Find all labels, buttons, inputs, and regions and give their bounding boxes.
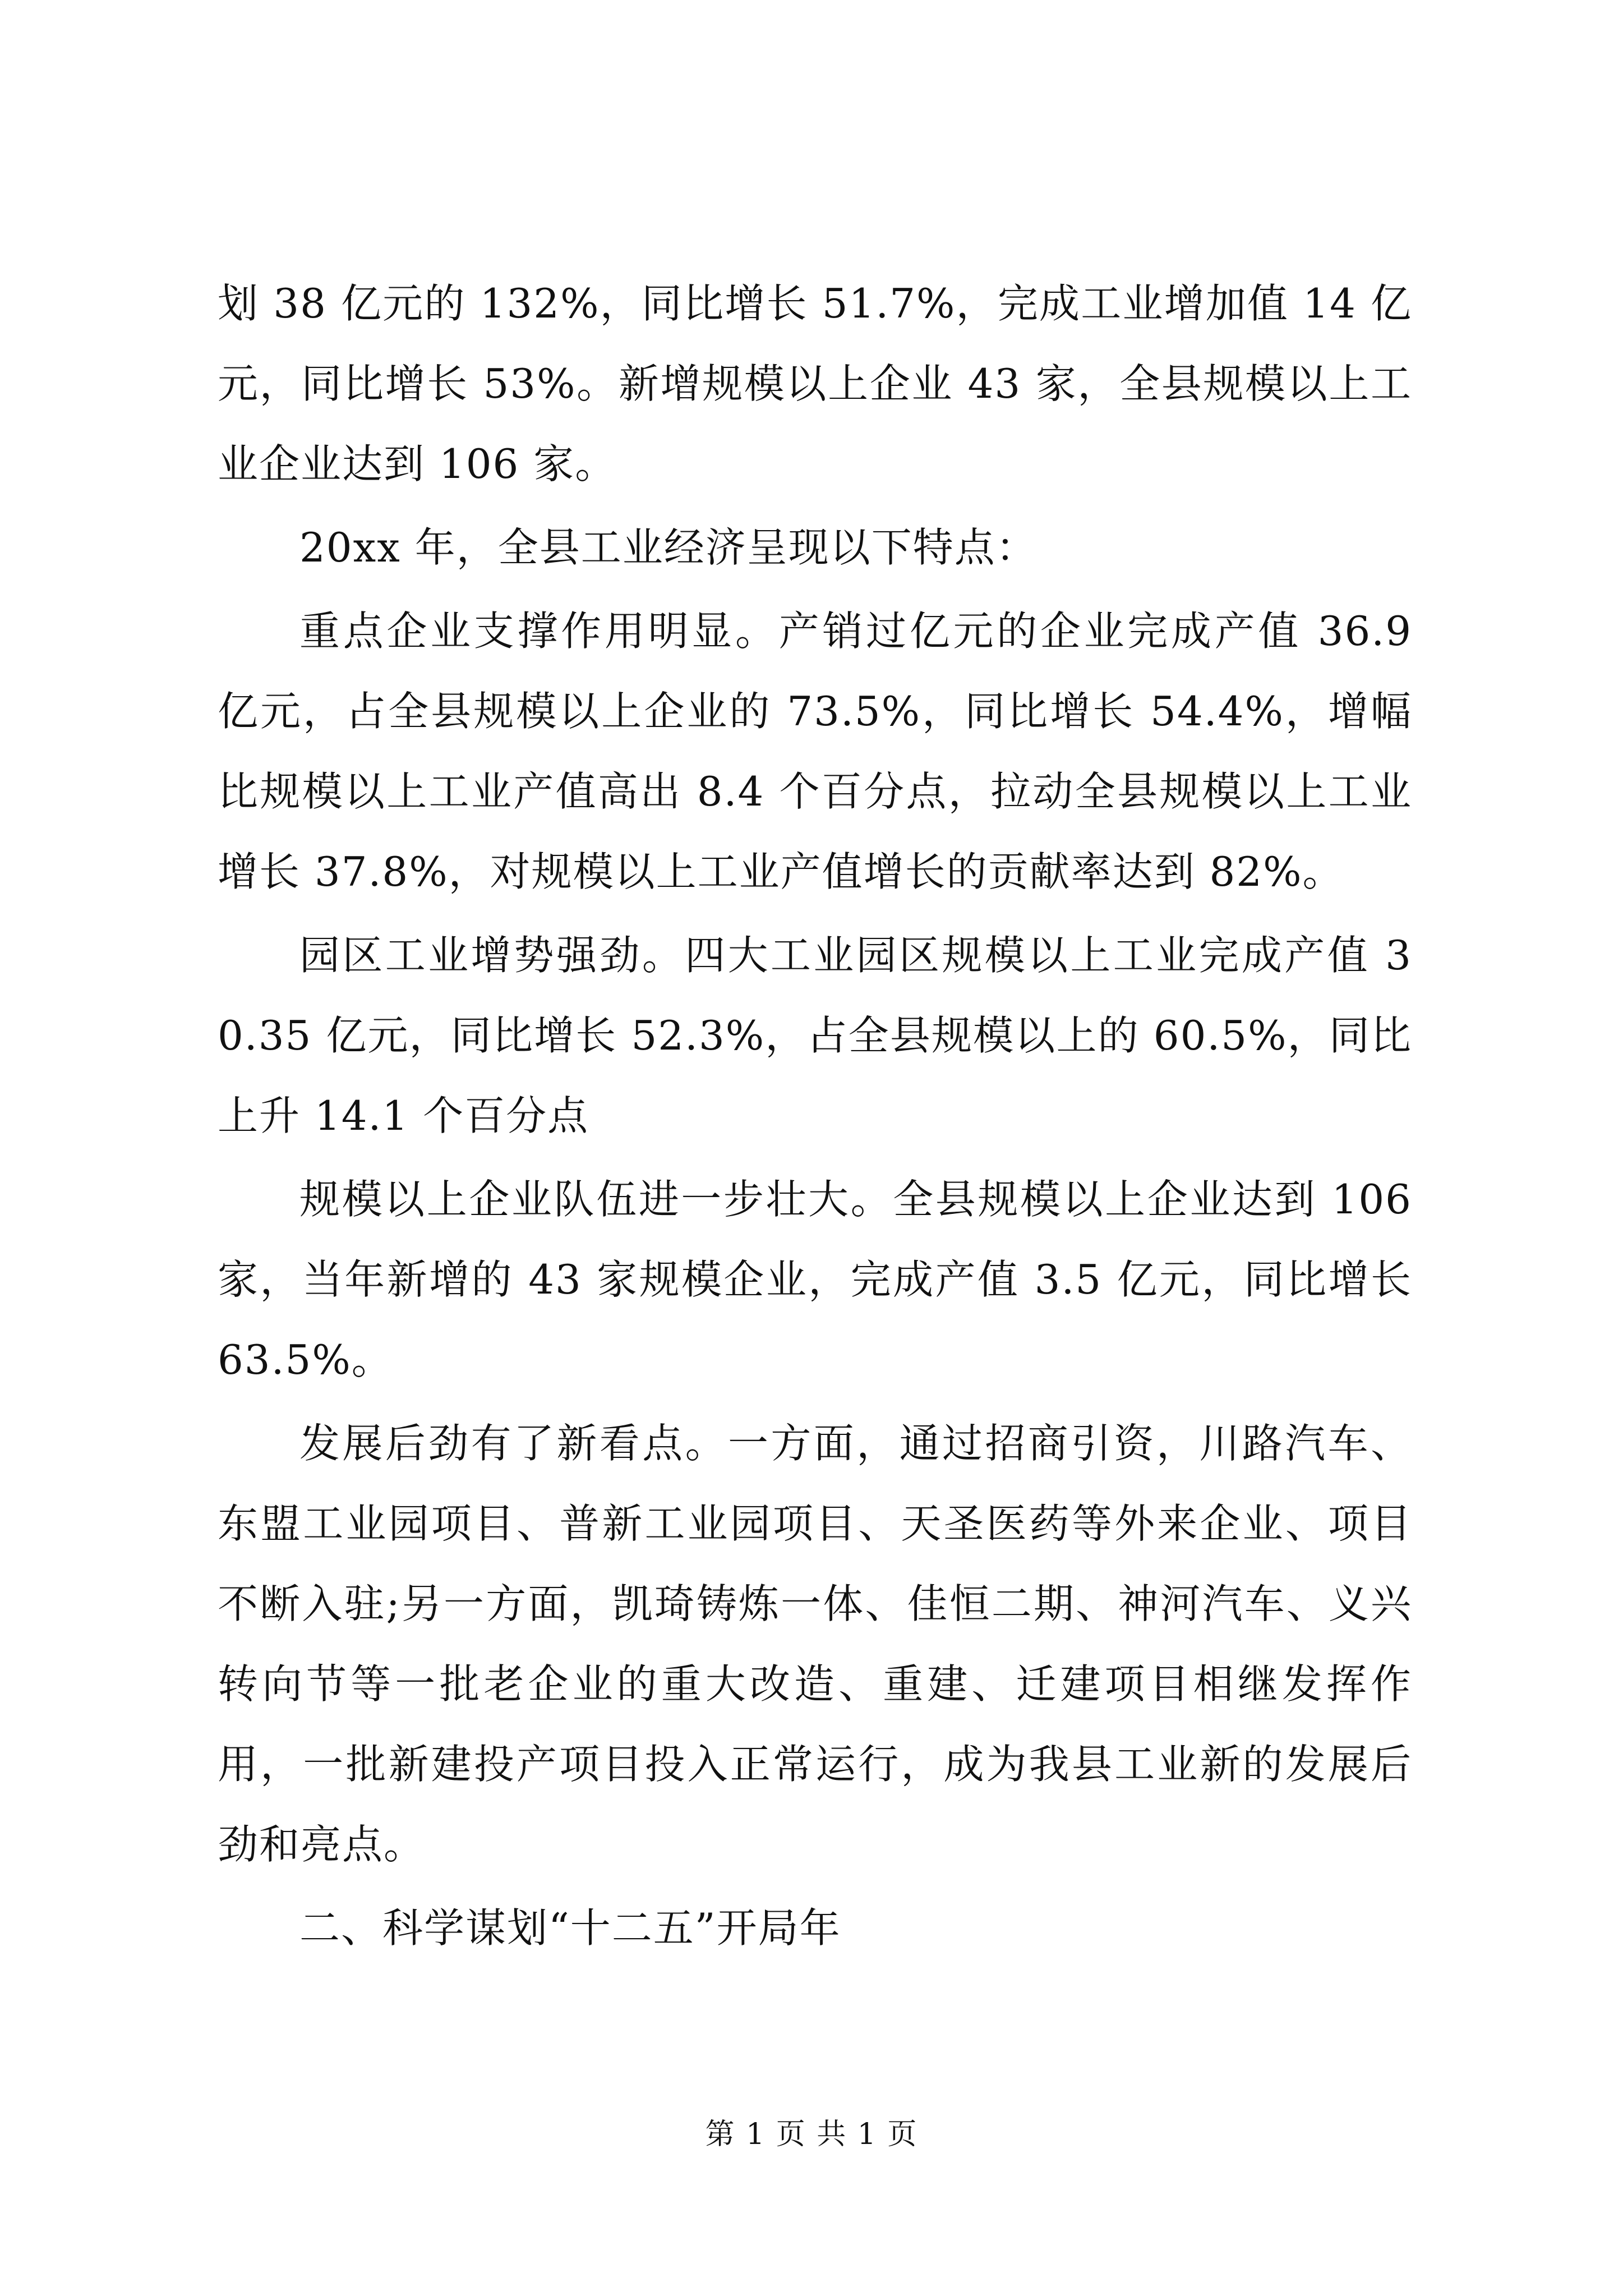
section-heading-twelfth-five-year: 二、科学谋划“十二五”开局年 (299, 1904, 841, 1952)
paragraph-enterprise-growth: 规模以上企业队伍进一步壮大。全县规模以上企业达到 106 家，当年新增的 43 家规模企业，完成产值 3.5 亿元，同比增长 63.5%。 (218, 1176, 1412, 1383)
paragraph-development-momentum: 发展后劲有了新看点。一方面，通过招商引资，川路汽车、东盟工业园项目、普新工业园项目、天圣医药等外来企业、项目不断入驻;另一方面，凯琦铸炼一体、佳恒二期、神河汽车、义兴转向节等一批老企业的重大改造、重建、迁建项目相继发挥作用，一批新建投产项目投入正常运行，成为我县工业新的发展后劲和亮点。 (218, 1420, 1412, 1868)
paragraph-characteristics-intro: 20xx 年，全县工业经济呈现以下特点： (299, 524, 1038, 571)
document-body (218, 264, 1412, 1968)
paragraph-key-enterprises: 重点企业支撑作用明显。产销过亿元的企业完成产值 36.9 亿元，占全县规模以上企业的 73.5%，同比增长 54.4%，增幅比规模以上工业产值高出 8.4 个百分点，拉动全县规模以上工业增长 37.8%，对规模以上工业产值增长的贡献率达到 82%。 (218, 608, 1412, 895)
paragraph-industrial-output-summary: 划 38 亿元的 132%，同比增长 51.7%，完成工业增加值 14 亿元，同比增长 53%。新增规模以上企业 43 家，全县规模以上工业企业达到 106 家。 (218, 280, 1412, 487)
paragraph-industrial-parks: 园区工业增势强劲。四大工业园区规模以上工业完成产值 30.35 亿元，同比增长 52.3%，占全县规模以上的 60.5%，同比上升 14.1 个百分点 (218, 932, 1412, 1139)
page-footer: 第 1 页 共 1 页 (705, 2118, 918, 2151)
